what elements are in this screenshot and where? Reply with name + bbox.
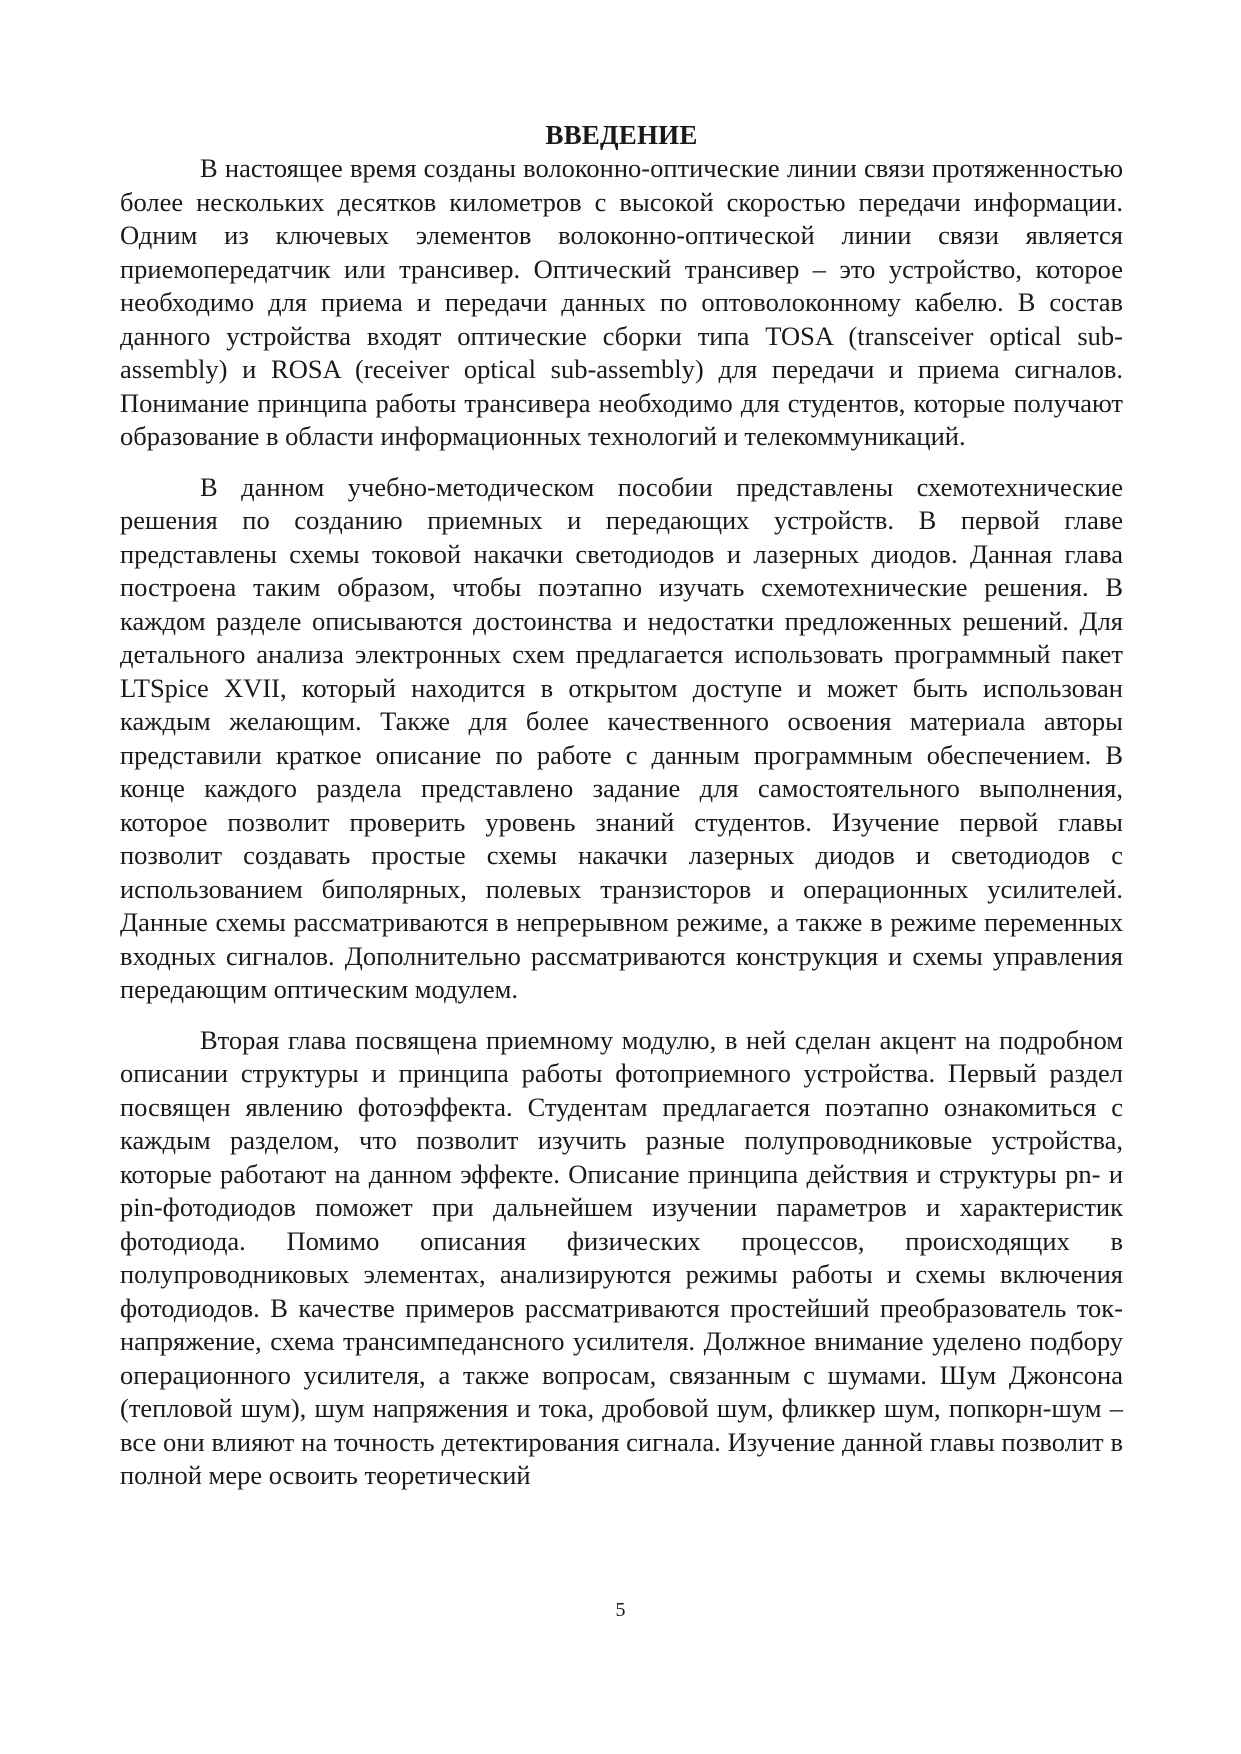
page-number: 5 xyxy=(615,1599,626,1621)
page-title: ВВЕДЕНИЕ xyxy=(545,120,698,150)
paragraph-chapter-one: В данном учебно-методическом пособии представлены схемотехнические решения по созданию приемных и передающих устройств. В первой главе представлены схемы токовой накачки светодиодов и лазерных диодов. Данная глава построена таким образом, чтобы поэтапно изучать схемотехнические решения. В каждом разделе описываются достоинства и недостатки предложенных решений. Для детального анализа электронных схем предлагается использовать программный пакет LTSpice XVII, который находится в открытом доступе и может быть использован каждым желающим. Также для более качественного освоения материала авторы представили краткое описание по работе с данным программным обеспечением. В конце каждого раздела представлено задание для самостоятельного выполнения, которое позволит проверить уровень знаний студентов. Изучение первой главы позволит создавать простые схемы накачки лазерных диодов и светодиодов с использованием биполярных, полевых транзисторов и операционных усилителей. Данные схемы рассматриваются в непрерывном режиме, а также в режиме переменных входных сигналов. Дополнительно рассматриваются конструкция и схемы управления передающим оптическим модулем. xyxy=(120,471,1123,1004)
paragraph-chapter-two: Вторая глава посвящена приемному модулю, в ней сделан акцент на подробном описании структуры и принципа работы фотоприемного устройства. Первый раздел посвящен явлению фотоэффекта. Студентам предлагается поэтапно ознакомиться с каждым разделом, что позволит изучить разные полупроводниковые устройства, которые работают на данном эффекте. Описание принципа действия и структуры pn- и pin-фотодиодов поможет при дальнейшем изучении параметров и характеристик фотодиода. Помимо описания физических процессов, происходящих в полупроводниковых элементах, анализируются режимы работы и схемы включения фотодиодов. В качестве примеров рассматриваются простейший преобразователь ток-напряжение, схема трансимпедансного усилителя. Должное внимание уделено подбору операционного усилителя, а также вопросам, связанным с шумами. Шум Джонсона (тепловой шум), шум напряжения и тока, дробовой шум, фликкер шум, попкорн-шум – все они влияют на точность детектирования сигнала. Изучение данной главы позволит в полной мере освоить теоретический xyxy=(120,1024,1123,1490)
page-body xyxy=(120,118,1123,1493)
paragraph-intro: В настоящее время созданы волоконно-оптические линии связи протяженностью более нескольких десятков километров с высокой скоростью передачи информации. Одним из ключевых элементов волоконно-оптической линии связи является приемопередатчик или трансивер. Оптический трансивер – это устройство, которое необходимо для приема и передачи данных по оптоволоконному кабелю. В состав данного устройства входят оптические сборки типа TOSA (transceiver optical sub-assembly) и ROSA (receiver optical sub-assembly) для передачи и приема сигналов. Понимание принципа работы трансивера необходимо для студентов, которые получают образование в области информационных технологий и телекоммуникаций. xyxy=(120,153,1123,451)
